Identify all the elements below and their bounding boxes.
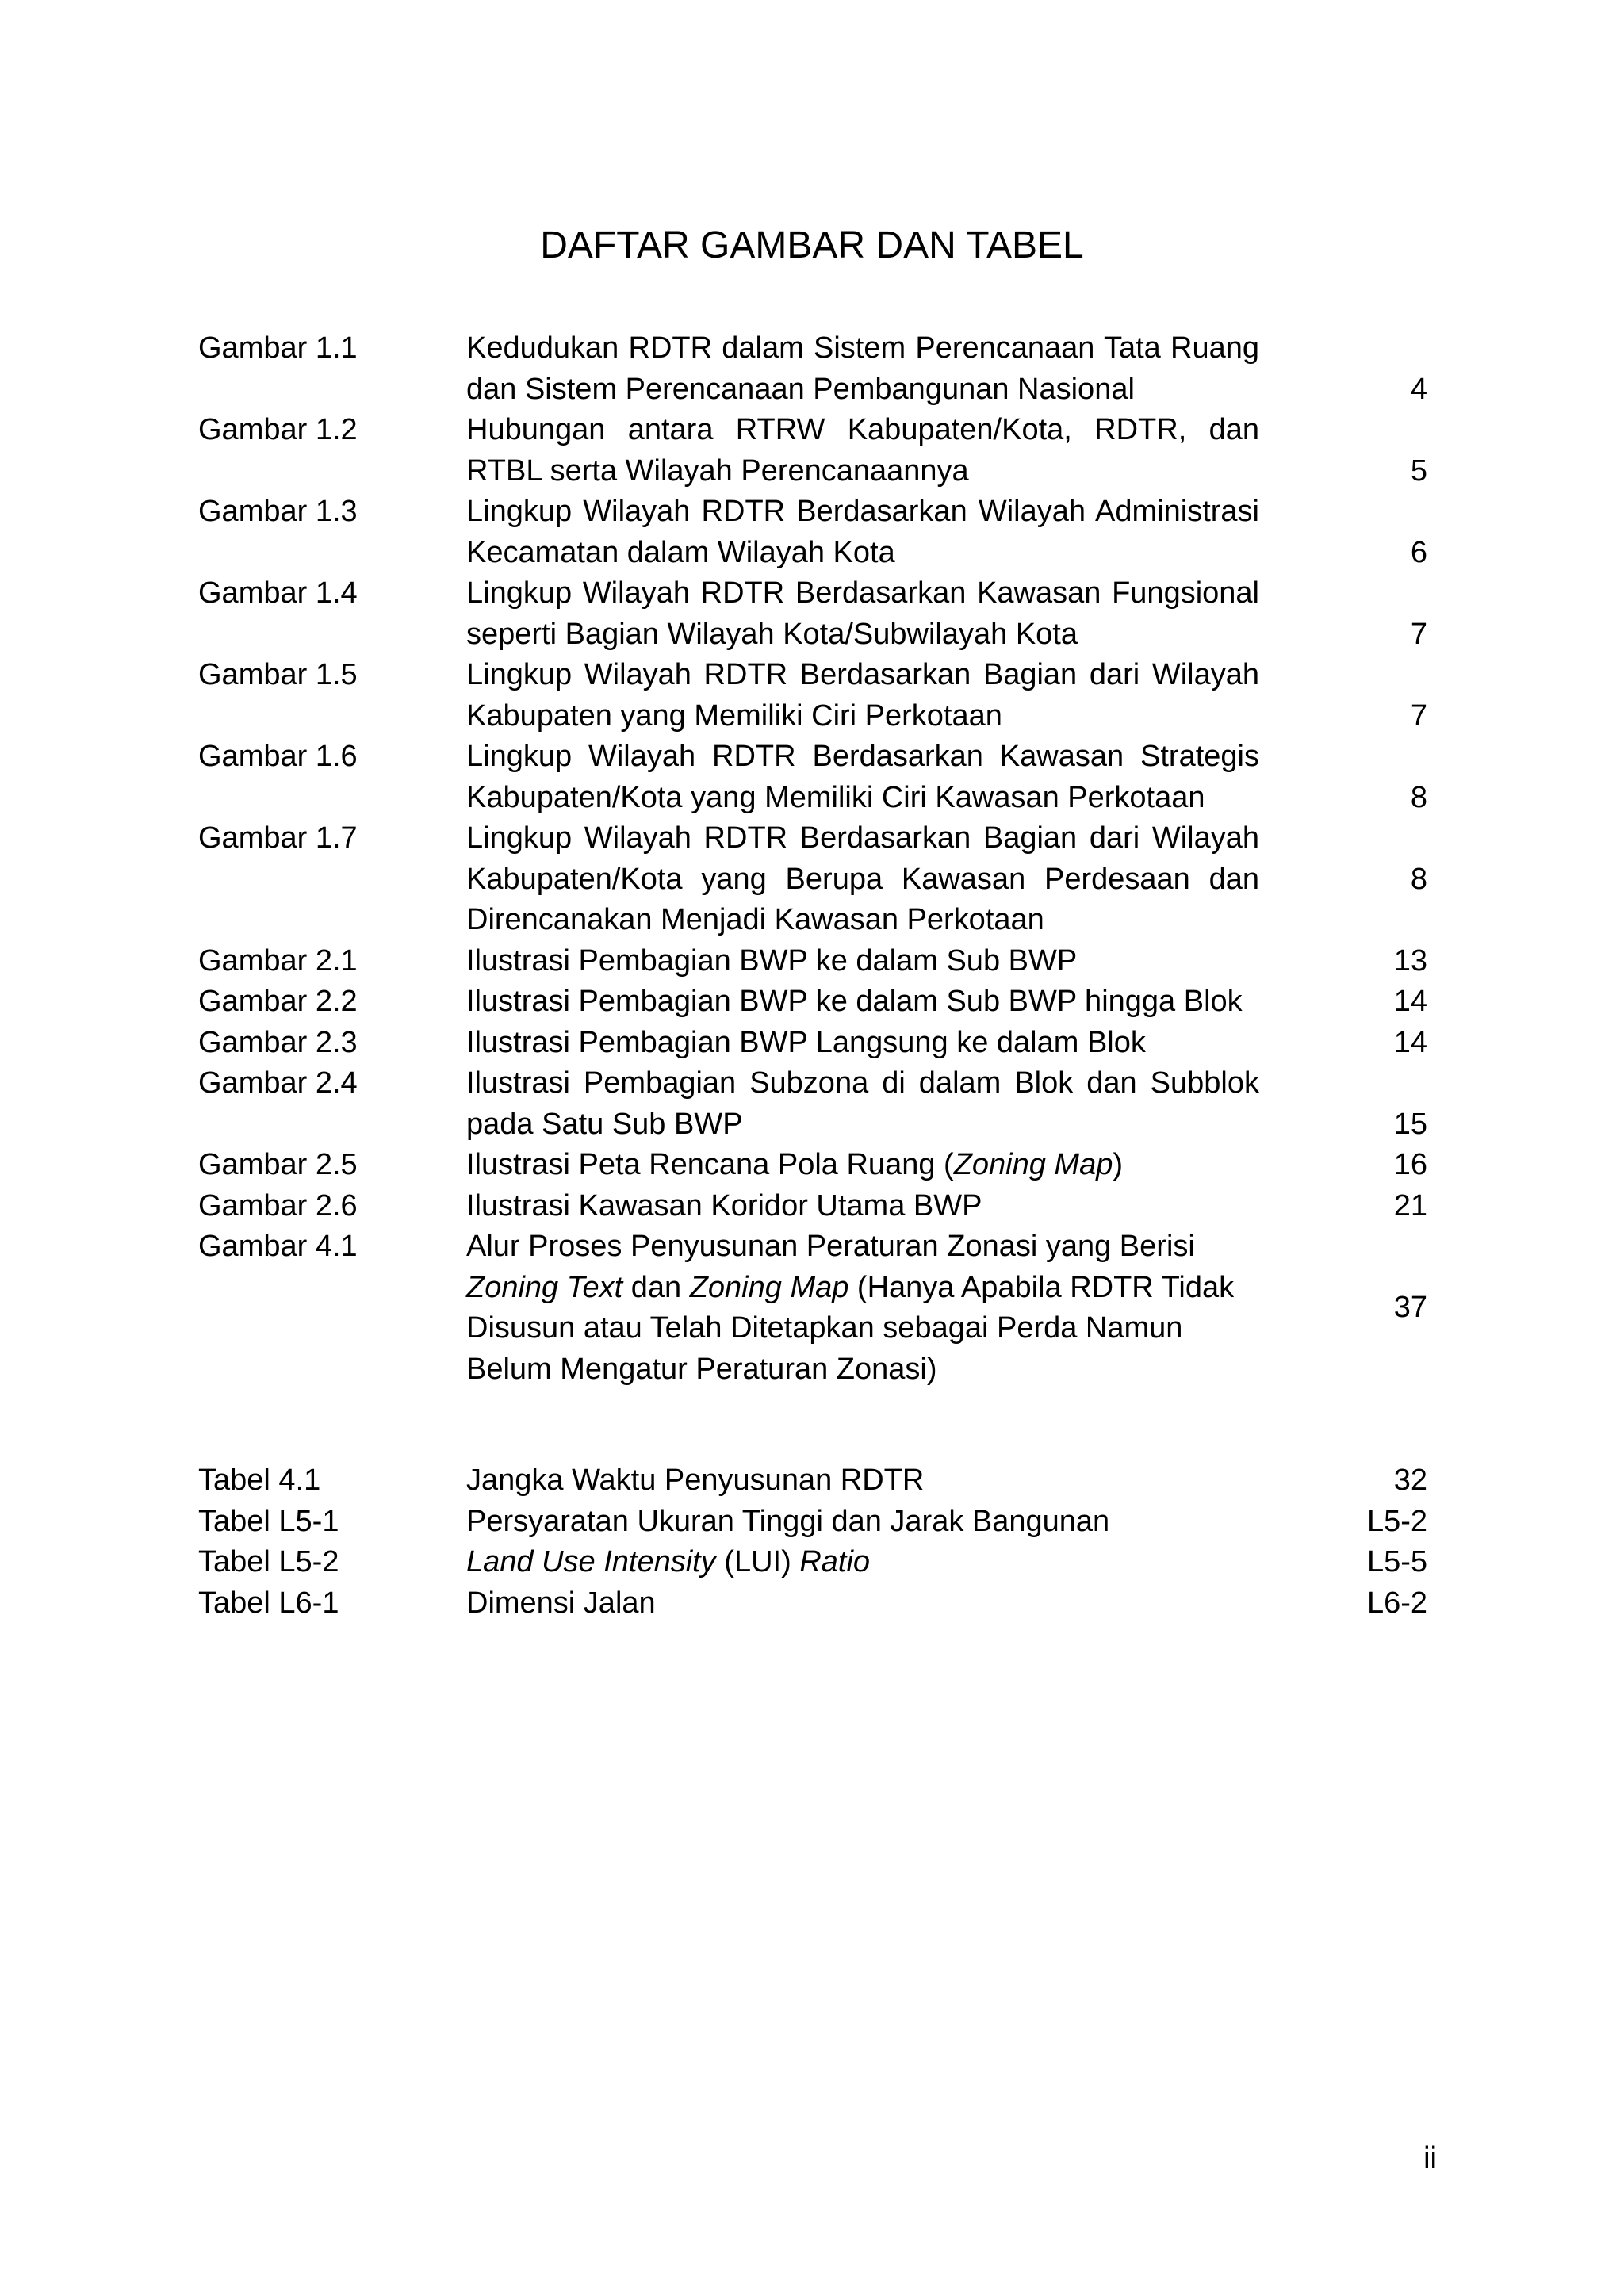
figure-title-italic: Zoning Text (466, 1270, 623, 1304)
table-title-italic: Land Use Intensity (466, 1545, 716, 1578)
table-title-italic: Ratio (799, 1545, 871, 1578)
table-page: L5-2 (1366, 1504, 1427, 1538)
figure-page: 14 (1393, 985, 1427, 1018)
figure-entry (198, 1145, 1427, 1186)
figure-page: 8 (1410, 780, 1427, 814)
figure-title: Ilustrasi Pembagian BWP ke dalam Sub BWP (466, 943, 1078, 978)
figure-label: Gambar 2.2 (198, 985, 358, 1018)
figure-title: Kedudukan RDTR dalam Sistem Perencanaan Tata Ruang dan Sistem Perencanaan Pembangunan Nasional (466, 331, 1259, 406)
figure-label: Gambar 2.4 (198, 1066, 358, 1100)
page-number: ii (1423, 2141, 1437, 2175)
figure-list (198, 328, 1427, 1390)
figure-title: Lingkup Wilayah RDTR Berdasarkan Kawasan Strategis Kabupaten/Kota yang Memiliki Ciri Kawasan Perkotaan (466, 740, 1259, 814)
table-title: Dimensi Jalan (466, 1586, 656, 1620)
figure-title: Ilustrasi Pembagian Subzona di dalam Blok dan Subblok pada Satu Sub BWP (466, 1066, 1259, 1141)
figure-entry (198, 655, 1427, 737)
figure-title: Ilustrasi Kawasan Koridor Utama BWP (466, 1188, 982, 1223)
figure-title-text: Ilustrasi Peta Rencana Pola Ruang ( (466, 1148, 954, 1181)
table-page: 32 (1393, 1464, 1427, 1497)
figure-title-line: Disusun atau Telah Ditetapkan sebagai Perda Namun (466, 1311, 1183, 1345)
figure-title: Lingkup Wilayah RDTR Berdasarkan Wilayah Administrasi Kecamatan dalam Wilayah Kota (466, 495, 1259, 569)
table-title: Persyaratan Ukuran Tinggi dan Jarak Bangunan (466, 1504, 1110, 1538)
figure-entry (198, 818, 1427, 941)
figure-label: Gambar 1.7 (198, 821, 358, 855)
figure-page: 37 (1393, 1291, 1427, 1325)
figure-page: 13 (1393, 943, 1427, 978)
figure-entry (198, 737, 1427, 818)
table-page: L6-2 (1366, 1586, 1427, 1620)
figure-title-text: (Hanya Apabila RDTR Tidak (848, 1270, 1235, 1304)
figure-title: Lingkup Wilayah RDTR Berdasarkan Kawasan Fungsional seperti Bagian Wilayah Kota/Subwilayah Kota (466, 576, 1259, 651)
table-entry (198, 1542, 1427, 1583)
figure-entry (198, 941, 1427, 982)
table-entry (198, 1460, 1427, 1502)
figure-title-italic: Zoning Map (689, 1270, 849, 1304)
table-page: L5-5 (1366, 1545, 1427, 1578)
figure-page: 14 (1393, 1025, 1427, 1059)
figure-title-line: Alur Proses Penyusunan Peraturan Zonasi yang Berisi (466, 1230, 1195, 1263)
figure-label: Gambar 1.6 (198, 740, 358, 773)
figure-title: Lingkup Wilayah RDTR Berdasarkan Bagian dari Wilayah Kabupaten yang Memiliki Ciri Perkotaan (466, 658, 1259, 733)
table-entry (198, 1583, 1427, 1624)
figure-title-italic: Zoning Map (953, 1148, 1113, 1181)
table-title (466, 1542, 1259, 1583)
figure-entry (198, 1023, 1427, 1064)
figure-page: 7 (1410, 617, 1427, 651)
figure-title: Ilustrasi Pembagian BWP Langsung ke dalam Blok (466, 1025, 1146, 1059)
figure-label: Gambar 2.5 (198, 1148, 358, 1181)
figure-title: Hubungan antara RTRW Kabupaten/Kota, RDTR, dan RTBL serta Wilayah Perencanaannya (466, 413, 1259, 488)
table-label: Tabel L6-1 (198, 1586, 339, 1620)
figure-entry (198, 410, 1427, 492)
figure-title (466, 1145, 1259, 1186)
figure-title-line: Belum Mengatur Peraturan Zonasi) (466, 1352, 937, 1386)
figure-page: 6 (1410, 535, 1427, 569)
figure-label: Gambar 1.4 (198, 576, 358, 610)
figure-page: 4 (1410, 372, 1427, 406)
figure-title (466, 1226, 1259, 1390)
figure-title: Lingkup Wilayah RDTR Berdasarkan Bagian dari Wilayah Kabupaten/Kota yang Berupa Kawasan Perdesaan dan Direncanakan Menjadi Kawasan Perkotaan (466, 821, 1259, 936)
table-title-text: (LUI) (715, 1545, 800, 1578)
table-title: Jangka Waktu Penyusunan RDTR (466, 1464, 925, 1497)
figure-label: Gambar 2.6 (198, 1188, 358, 1223)
table-list (198, 1460, 1427, 1624)
figure-entry (198, 492, 1427, 573)
figure-page: 16 (1393, 1148, 1427, 1181)
figure-label: Gambar 1.1 (198, 331, 358, 365)
figure-page: 7 (1410, 698, 1427, 733)
figure-title-text: dan (622, 1270, 690, 1304)
figure-title: Ilustrasi Pembagian BWP ke dalam Sub BWP hingga Blok (466, 985, 1243, 1018)
table-entry (198, 1502, 1427, 1543)
figure-entry (198, 1186, 1427, 1227)
figure-label: Gambar 1.3 (198, 495, 358, 528)
figure-entry (198, 573, 1427, 655)
figure-entry (198, 982, 1427, 1023)
figure-entry (198, 328, 1427, 410)
figure-page: 5 (1410, 453, 1427, 488)
figure-title-text: ) (1113, 1148, 1124, 1181)
figure-page: 8 (1410, 862, 1427, 896)
figure-label: Gambar 1.2 (198, 413, 358, 446)
figure-label: Gambar 4.1 (198, 1230, 358, 1263)
figure-label: Gambar 1.5 (198, 658, 358, 691)
figure-entry (198, 1226, 1427, 1390)
table-label: Tabel L5-1 (198, 1504, 339, 1538)
figure-label: Gambar 2.1 (198, 943, 358, 978)
page-title: DAFTAR GAMBAR DAN TABEL (540, 224, 1084, 267)
figure-entry (198, 1063, 1427, 1145)
figure-page: 15 (1393, 1107, 1427, 1141)
table-label: Tabel L5-2 (198, 1545, 339, 1578)
figure-label: Gambar 2.3 (198, 1025, 358, 1059)
figure-page: 21 (1393, 1188, 1427, 1223)
table-label: Tabel 4.1 (198, 1464, 321, 1497)
